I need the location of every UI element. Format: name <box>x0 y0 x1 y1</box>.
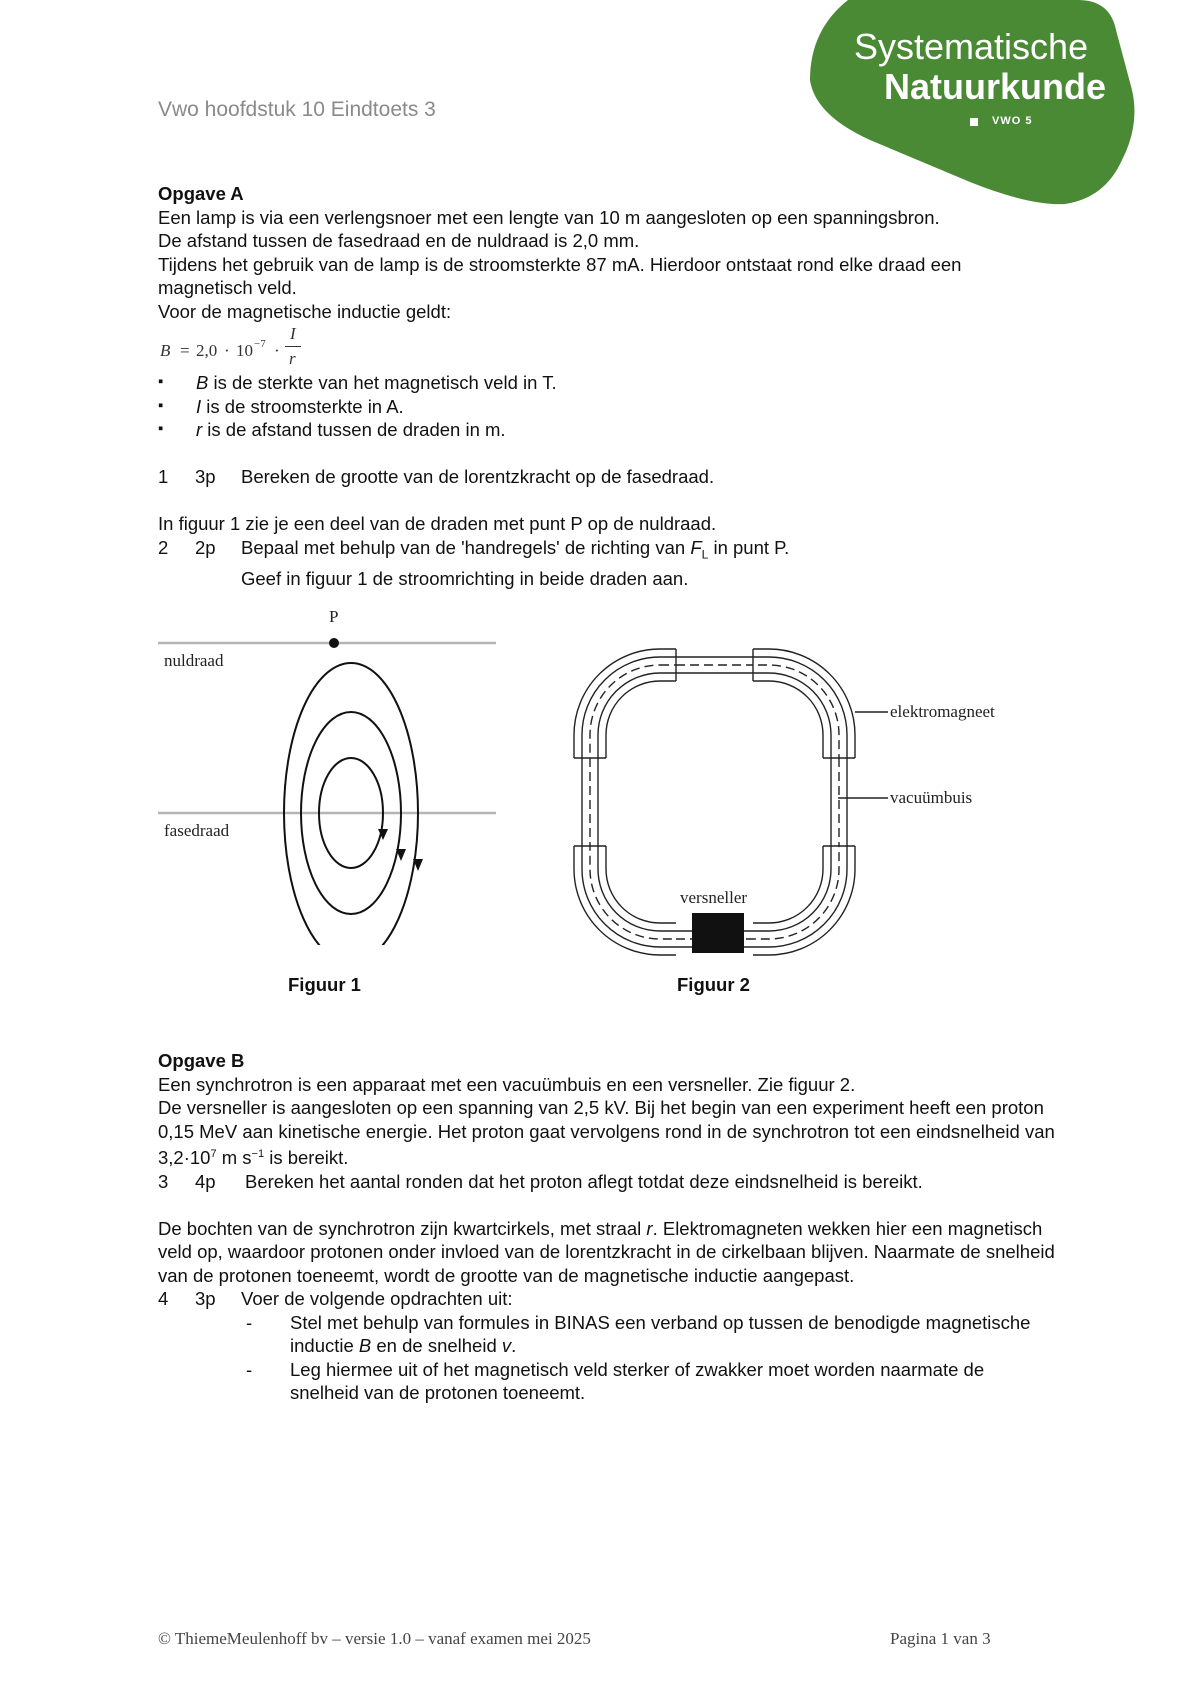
page-header-title: Vwo hoofdstuk 10 Eindtoets 3 <box>158 98 436 121</box>
question-4-item-2: - Leg hiermee uit of het magnetisch veld sterker of zwakker moet worden naarmate de snelheid van de protonen toeneemt. <box>246 1358 985 1404</box>
point-p-dot <box>329 638 339 648</box>
question-number: 2 <box>158 536 169 558</box>
question-text: Bereken het aantal ronden dat het proton aflegt totdat deze eindsnelheid is bereikt. <box>245 1170 923 1192</box>
question-text: Bepaal met behulp van de 'handregels' de richting van $F_L$ in punt P. Geef in figuur 1 de stroomrichting in beide draden aan. <box>241 536 790 589</box>
formula-coef: 2,0 <box>196 341 218 360</box>
footer-copyright: © ThiemeMeulenhoff bv – versie 1.0 – vanaf examen mei 2025 <box>158 1629 591 1648</box>
list-item: ▪ I is de stroomsterkte in A. <box>158 395 1058 419</box>
magnet-label: elektromagneet <box>890 702 995 721</box>
figure-1-intro: In figuur 1 zie je een deel van de draden met punt P op de nuldraad. <box>158 513 717 534</box>
magnet-inner <box>606 681 823 923</box>
question-4-item-1: - Stel met behulp van formules in BINAS een verband op tussen de benodigde magnetische inductie B en de snelheid v. <box>246 1311 1031 1357</box>
question-number: 4 <box>158 1288 169 1310</box>
opgave-a-intro-4: Voor de magnetische inductie geldt: <box>158 300 452 322</box>
list-item: ▪ r is de afstand tussen de draden in m. <box>158 418 1058 442</box>
formula-ten: 10 <box>236 341 253 360</box>
opgave-b-p2: De versneller is aangesloten op een spanning van 2,5 kV. Bij het begin van een experiment heeft een proton 0,15 MeV aan kinetische energie. Het proton gaat vervolgens rond in de synchrotron tot een eindsnelheid van $3,2\cdot 10^7$ m $s^{-1}$ is bereikt. <box>158 1097 1055 1169</box>
formula-dot-2: · <box>274 341 280 360</box>
question-2 <box>158 536 1058 591</box>
formula-exp: −7 <box>254 338 266 350</box>
opgave-b-p1: Een synchrotron is een apparaat met een vacuümbuis en een versneller. Zie figuur 2. <box>158 1073 856 1095</box>
figure-1-caption: Figuur 1 <box>288 974 361 995</box>
fasedraad-label: fasedraad <box>164 821 230 840</box>
question-points: 3p <box>195 466 216 487</box>
question-4 <box>158 1287 1058 1311</box>
question-number: 1 <box>158 466 169 487</box>
opgave-a <box>158 182 1058 590</box>
field-line-outer <box>284 663 418 945</box>
opgave-a-intro-2: De afstand tussen de fasedraad en de nuldraad is 2,0 mm. <box>158 230 640 251</box>
opgave-b-heading: Opgave B <box>158 1050 245 1071</box>
opgave-b <box>158 1049 1058 1405</box>
footer-page-number: Pagina 1 van 3 <box>890 1629 991 1648</box>
question-text: Bereken de grootte van de lorentzkracht op de fasedraad. <box>241 466 715 487</box>
question-text: Voer de volgende opdrachten uit: <box>241 1288 513 1310</box>
question-1 <box>158 465 1058 489</box>
figure-2 <box>570 645 1060 960</box>
question-number: 3 <box>158 1170 169 1192</box>
logo-line-1: Systematische <box>854 26 1089 67</box>
tube-label: vacuümbuis <box>890 788 973 807</box>
question-points: 3p <box>195 1288 216 1310</box>
list-item: ▪ B is de sterkte van het magnetisch veld in T. <box>158 371 1058 395</box>
opgave-a-intro-3: Tijdens het gebruik van de lamp is de stroomsterkte 87 mA. Hierdoor ontstaat rond elke draad een magnetisch veld. <box>158 253 962 298</box>
question-points: 2p <box>195 536 216 558</box>
formula-eq: = <box>180 341 190 360</box>
symbol-list <box>158 371 1058 442</box>
logo-square-icon <box>970 118 978 126</box>
formula-numerator: I <box>290 324 296 343</box>
logo-line-2: Natuurkunde <box>884 66 1107 107</box>
figure-1 <box>158 600 503 945</box>
formula-lhs: B <box>160 341 171 360</box>
opgave-a-heading: Opgave A <box>158 183 244 204</box>
logo-badge: VWO 5 <box>992 115 1033 127</box>
formula-dot-1: · <box>224 341 230 360</box>
accelerator-block <box>692 913 744 953</box>
point-p-label: P <box>329 607 339 626</box>
opgave-a-intro-1: Een lamp is via een verlengsnoer met een lengte van 10 m aangesloten op een spanningsbron. <box>158 206 940 228</box>
formula-denominator: r <box>289 349 296 368</box>
magnet-outer <box>574 649 855 955</box>
induction-formula <box>158 325 1058 369</box>
accelerator-label: versneller <box>680 888 748 907</box>
figure-2-caption: Figuur 2 <box>677 974 750 995</box>
brand-logo <box>810 0 1140 205</box>
question-3 <box>158 1170 1058 1194</box>
nuldraad-label: nuldraad <box>164 651 224 670</box>
opgave-b-p3: De bochten van de synchrotron zijn kwartcirkels, met straal r. Elektromagneten wekken hier een magnetisch veld op, waardoor protonen onder invloed van de lorentzkracht in de cirkelbaan blijven. Naarmate de snelheid van de protonen toeneemt, wordt de grootte van de magnetische inductie aangepast. <box>158 1217 1055 1286</box>
question-points: 4p <box>195 1170 216 1192</box>
